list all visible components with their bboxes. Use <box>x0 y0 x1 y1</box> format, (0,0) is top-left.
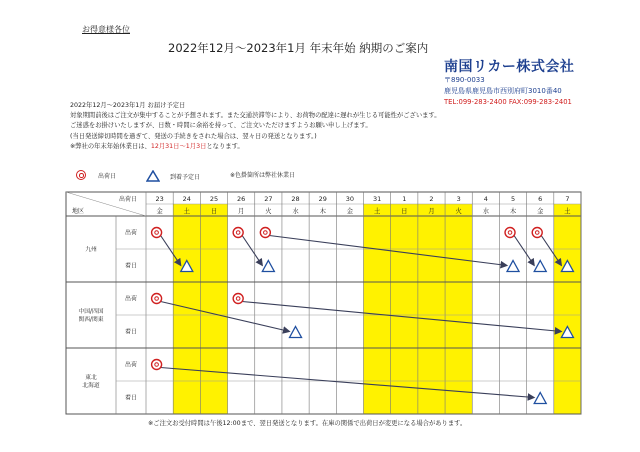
holiday-column <box>364 204 391 414</box>
date-label: 6 <box>538 195 543 203</box>
notice-holiday-dates: 12月31日～1月3日 <box>150 142 207 150</box>
legend-arrive-label: 到着予定日 <box>170 173 201 181</box>
ship-circle-icon <box>260 228 270 238</box>
legend-holiday-label: ※色掛箇所は弊社休業日 <box>230 172 296 179</box>
date-label: 25 <box>209 195 219 203</box>
ship-circle-icon <box>152 360 162 370</box>
ship-circle-icon <box>233 228 243 238</box>
weekday-label: 火 <box>455 208 462 215</box>
notice-heading: 2022年12月～2023年1月 お届け予定日 <box>70 102 186 109</box>
region-name: 関西/関東 <box>78 317 104 323</box>
region-name: 北海道 <box>82 383 100 389</box>
weekday-label: 木 <box>319 208 326 215</box>
date-label: 26 <box>237 195 246 203</box>
shipment-arrow <box>242 236 262 266</box>
holiday-column <box>418 204 445 414</box>
weekday-label: 火 <box>265 208 272 215</box>
weekday-label: 月 <box>238 208 245 215</box>
header-region-label: 地区 <box>71 208 85 215</box>
notice-line: (当日発送締切時間を過ぎて、発送の手続きをされた場合は、翌々日の発送となります。) <box>70 132 317 140</box>
date-label: 4 <box>483 195 488 203</box>
weekday-label: 金 <box>156 208 163 215</box>
date-label: 30 <box>345 195 355 203</box>
arrive-triangle-icon <box>262 261 274 272</box>
ship-row-label: 出荷 <box>124 229 138 237</box>
company-name: 南国リカー株式会社 <box>444 59 575 75</box>
weekday-label: 土 <box>183 208 190 215</box>
shipment-arrow <box>514 236 534 266</box>
arrive-triangle-icon <box>507 261 519 272</box>
arrive-row-label: 着日 <box>124 262 138 270</box>
weekday-label: 金 <box>346 208 354 215</box>
header-ship-date-label: 出荷日 <box>118 196 138 203</box>
date-label: 27 <box>264 195 273 203</box>
weekday-label: 日 <box>401 208 408 215</box>
page-title: 2022年12月～2023年1月 年末年始 納期のご案内 <box>168 41 429 55</box>
legend-ship-label: 出荷日 <box>98 172 117 180</box>
weekday-label: 水 <box>482 208 489 215</box>
holiday-column <box>554 204 581 414</box>
ship-circle-icon <box>505 228 515 238</box>
holiday-column <box>200 204 227 414</box>
date-label: 23 <box>155 195 164 203</box>
arrive-row-label: 着日 <box>124 394 138 402</box>
date-label: 7 <box>565 195 570 203</box>
ship-circle-icon <box>152 228 162 238</box>
notice-line: 対象期間前後はご注文が集中することが予想されます。また交通渋滞等により、お荷物の配達に遅れが生じる可能性がございます。 <box>70 112 441 120</box>
arrive-triangle-icon <box>534 261 546 272</box>
weekday-label: 木 <box>509 208 517 215</box>
holiday-column <box>445 204 472 414</box>
notice-holiday-prefix: ※弊社の年末年始休業日は、 <box>70 142 151 150</box>
ship-circle-icon <box>233 294 243 304</box>
ship-circle-icon <box>152 294 162 304</box>
weekday-label: 金 <box>537 208 544 215</box>
date-label: 5 <box>510 195 516 203</box>
arrive-triangle-icon <box>290 327 302 338</box>
date-label: 28 <box>291 195 300 203</box>
company-zip: 〒890-0033 <box>444 76 485 84</box>
holiday-column <box>173 204 200 414</box>
footer-note: ※ご注文お受付時間は午後12:00まで、翌日発送となります。在庫の関係で出荷日が変更になる場合があります。 <box>148 420 467 427</box>
ship-row-label: 出荷 <box>124 361 138 369</box>
ship-row-label: 出荷 <box>124 295 138 303</box>
weekday-label: 土 <box>564 208 571 215</box>
ship-circle-icon <box>532 228 542 238</box>
company-tel-fax: TEL:099-283-2400 FAX:099-283-2401 <box>444 98 572 106</box>
company-address: 鹿児島県鹿児島市西別府町3010番40 <box>444 87 562 95</box>
arrive-row-label: 着日 <box>124 328 138 336</box>
date-label: 31 <box>372 195 382 203</box>
notice-line: ご迷惑をお掛けいたしますが、日数・時間に余裕を持って、ご注文いただけますようお願い申し上げます。 <box>70 122 372 130</box>
arrive-triangle-icon <box>534 393 546 404</box>
recipient-label: お得意様各位 <box>82 25 130 34</box>
date-label: 29 <box>318 195 327 203</box>
region-name: 中国/四国 <box>78 309 104 315</box>
notice-holiday-suffix: となります。 <box>206 142 244 150</box>
weekday-label: 月 <box>428 208 435 215</box>
region-name: 東北 <box>85 375 97 381</box>
date-label: 1 <box>402 195 407 203</box>
holiday-column <box>391 204 418 414</box>
date-label: 24 <box>182 195 191 203</box>
weekday-label: 日 <box>210 208 218 215</box>
weekday-label: 水 <box>292 208 299 215</box>
weekday-label: 土 <box>373 208 381 215</box>
date-label: 2 <box>429 195 434 203</box>
date-label: 3 <box>456 195 461 203</box>
region-name: 九州 <box>85 247 97 253</box>
